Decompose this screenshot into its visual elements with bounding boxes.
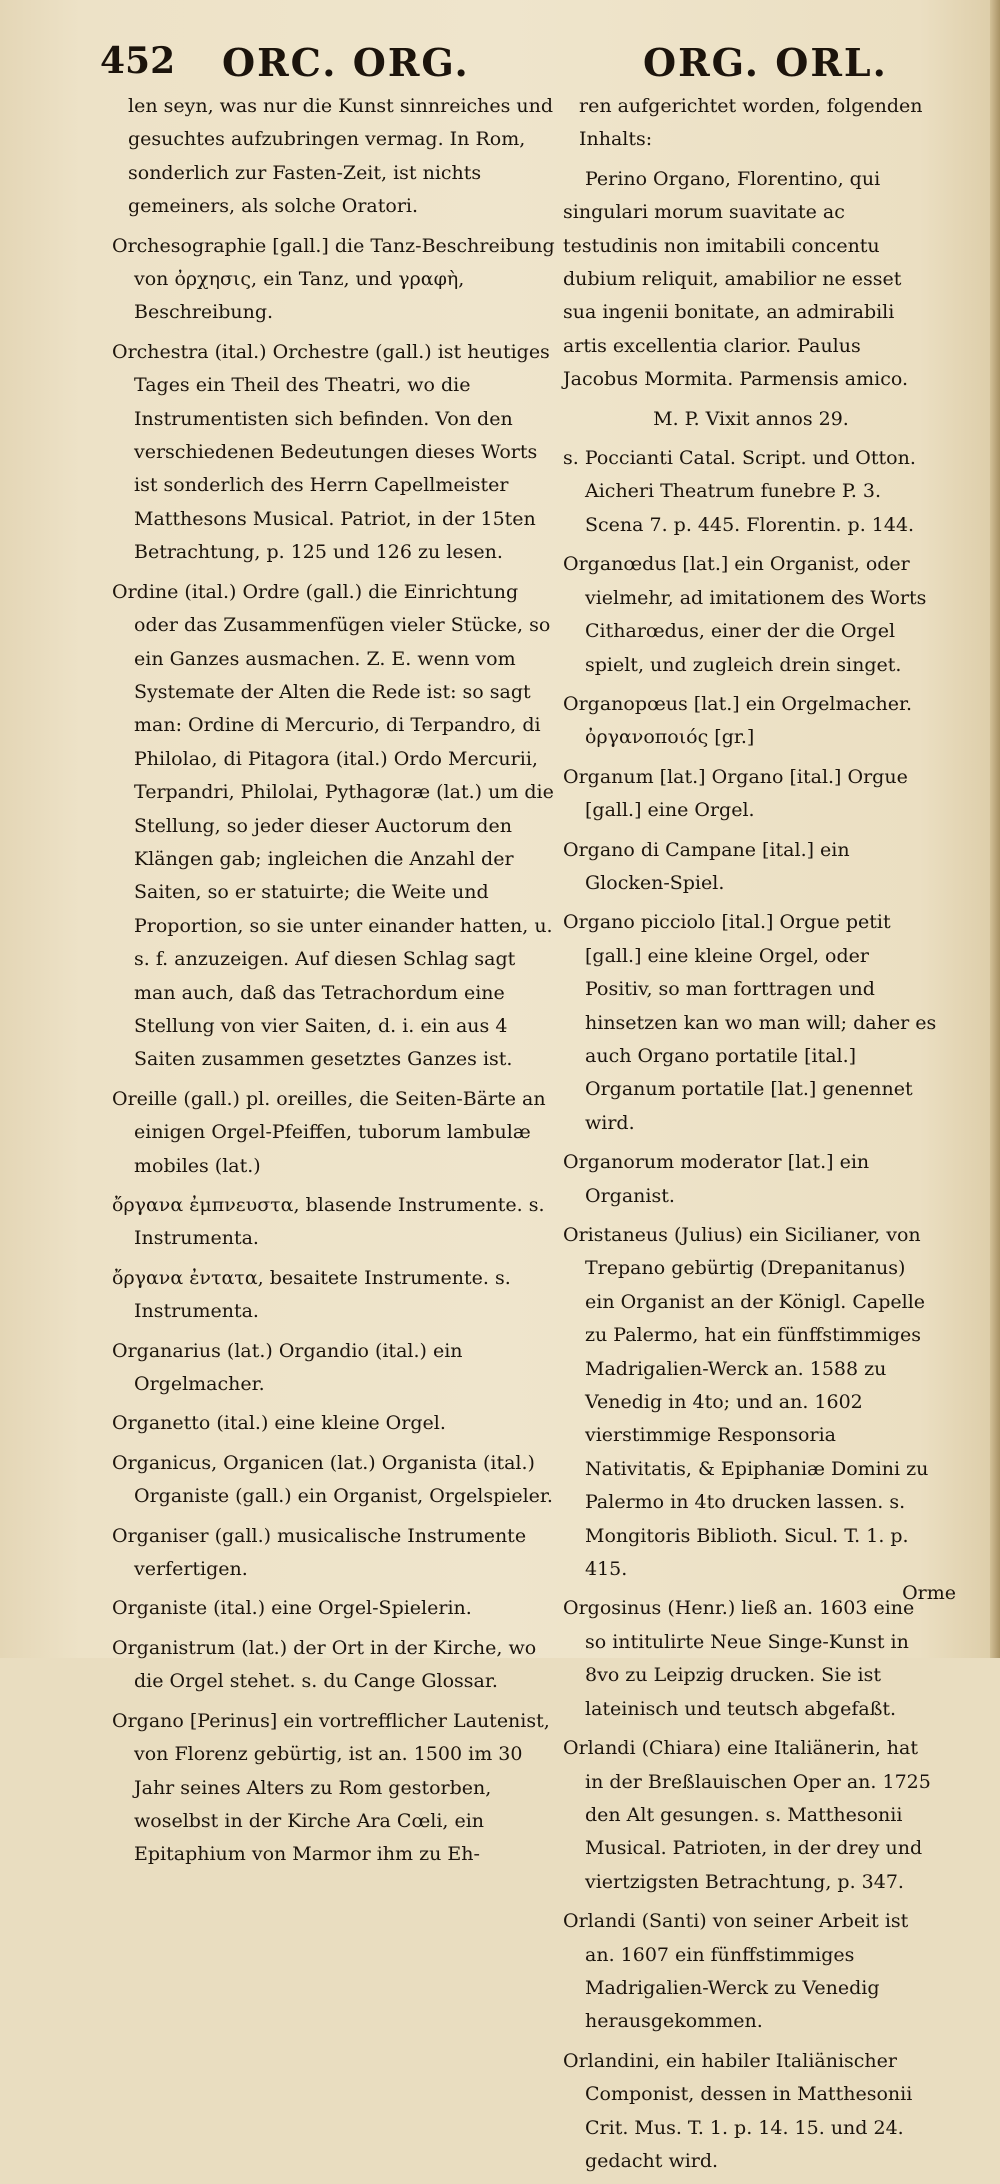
- dictionary-entry: Organicus, Organicen (lat.) Organista (ital.) Organiste (gall.) ein Organist, Orgelspieler.: [112, 1451, 553, 1508]
- continued-text: ren aufgerichtet worden, folgenden Inhalts:: [579, 95, 923, 151]
- catchword: Orme: [902, 1582, 956, 1604]
- dictionary-entry: Organopœus [lat.] ein Orgelmacher. ὀργανοποιός [gr.]: [563, 692, 912, 749]
- reference-note: s. Poccianti Catal. Script. und Otton. Aicheri Theatrum funebre P. 3. Scena 7. p. 445. Florentin. p. 144.: [563, 447, 916, 536]
- epitaph-text: Perino Organo, Florentino, qui singulari morum suavitate ac testudinis non imitabili concentu dubium reliquit, amabilior ne esset sua ingenii bonitate, an admirabili artis excellentia clarior. Paulus Jacobus Mormita. Parmensis amico.: [563, 167, 908, 391]
- dictionary-entry: Organiser (gall.) musicalische Instrumente verfertigen.: [112, 1524, 527, 1581]
- dictionary-entry: Orchesographie [gall.] die Tanz-Beschreibung von ὀρχησις, ein Tanz, und γραφὴ, Beschreibung.: [112, 234, 555, 324]
- continued-text: len seyn, was nur die Kunst sinnreiches und gesuchtes aufzubringen vermag. In Rom, sonderlich zur Fasten-Zeit, ist nichts gemeiners, als solche Oratori.: [128, 95, 554, 218]
- dictionary-entry: Organiste (ital.) eine Orgel-Spielerin.: [112, 1597, 472, 1620]
- dictionary-entry: Ordine (ital.) Ordre (gall.) die Einrichtung oder das Zusammenfügen vieler Stücke, so ein Ganzes ausmachen. Z. E. wenn vom Systemate der Alten die Rede ist: so sagt man: Ordine di Mercurio, di Terpandro, di Philolao, di Pitagora (ital.) Ordo Mercurii, Terpandri, Philolai, Pythagoræ (lat.) um die Stellung, so jeder dieser Auctorum den Klängen gab; ingleichen die Anzahl der Saiten, so er statuirte; die Weite und Proportion, so sie unter einander hatten, u. s. f. anzuzeigen. Auf diesen Schlag sagt man auch, daß das Tetrachordum eine Stellung von vier Saiten, d. i. ein aus 4 Saiten zusammen gesetztes Ganzes ist.: [112, 580, 554, 1071]
- dictionary-entry: ὄργανα ἐμπνευστα, blasende Instrumente. s. Instrumenta.: [112, 1194, 545, 1250]
- dictionary-entry: Organarius (lat.) Organdio (ital.) ein Orgelmacher.: [112, 1339, 463, 1396]
- dictionary-entry: Oreille (gall.) pl. oreilles, die Seiten-Bärte an einigen Orgel-Pfeiffen, tuborum lambulæ mobiles (lat.): [112, 1087, 546, 1177]
- dictionary-entry: Organetto (ital.) eine kleine Orgel.: [112, 1412, 446, 1435]
- left-column: [112, 90, 558, 1878]
- dictionary-entry: Organo picciolo [ital.] Orgue petit [gall.] eine kleine Orgel, oder Positiv, so man forttragen und hinsetzen kan wo man will; daher es auch Organo portatile [ital.] Organum portatile [lat.] genennet wird.: [563, 911, 937, 1134]
- dictionary-entry: Organum [lat.] Organo [ital.] Orgue [gall.] eine Orgel.: [563, 765, 908, 822]
- dictionary-entry: Orgosinus (Henr.) ließ an. 1603 eine so intitulirte Neue Singe-Kunst in 8vo zu Leipzig drucken. Sie ist lateinisch und teutsch abgefaßt.: [563, 1597, 915, 1720]
- dictionary-entry: ὄργανα ἐντατα, besaitete Instrumente. s. Instrumenta.: [112, 1266, 511, 1323]
- dictionary-entry: Organo [Perinus] ein vortrefflicher Lautenist, von Florenz gebürtig, ist an. 1500 im 30 Jahr seines Alters zu Rom gestorben, woselbst in der Kirche Ara Cœli, ein Epitaphium von Marmor ihm zu Eh-: [112, 1709, 550, 1866]
- page-edge: [990, 0, 1000, 1658]
- running-header: [0, 30, 1000, 90]
- dictionary-entry: Organistrum (lat.) der Ort in der Kirche, wo die Orgel stehet. s. du Cange Glossar.: [112, 1636, 537, 1693]
- left-running-head: ORC. ORG.: [222, 40, 470, 85]
- dictionary-entry: Organorum moderator [lat.] ein Organist.: [563, 1151, 870, 1207]
- dictionary-entry: Orlandini, ein habiler Italiänischer Componist, dessen in Matthesonii Crit. Mus. T. 1. p. 14. 15. und 24. gedacht wird.: [563, 2049, 913, 2172]
- right-running-head: ORG. ORL.: [643, 40, 888, 85]
- dictionary-entry: Orlandi (Santi) von seiner Arbeit ist an. 1607 ein fünffstimmiges Madrigalien-Werck zu Venedig herausgekommen.: [563, 1910, 909, 2033]
- dictionary-entry: Organœdus [lat.] ein Organist, oder vielmehr, ad imitationem des Worts Citharœdus, einer der die Orgel spielt, und zugleich drein singet.: [563, 553, 927, 676]
- dictionary-entry: Orlandi (Chiara) eine Italiänerin, hat in der Breßlauischen Oper an. 1725 den Alt gesungen. s. Matthesonii Musical. Patrioten, in der drey und viertzigsten Betrachtung, p. 347.: [563, 1737, 931, 1893]
- epitaph-closing: M. P. Vixit annos 29.: [653, 407, 849, 430]
- dictionary-entry: Oristaneus (Julius) ein Sicilianer, von Trepano gebürtig (Drepanitanus) ein Organist an der Königl. Capelle zu Palermo, hat ein fünffstimmiges Madrigalien-Werck an. 1588 zu Venedig in 4to; und an. 1602 vierstimmige Responsoria Nativitatis, & Epiphaniæ Domini zu Palermo in 4to drucken lassen. s. Mongitoris Biblioth. Sicul. T. 1. p. 415.: [563, 1224, 929, 1581]
- page-number: 452: [100, 40, 176, 82]
- dictionary-entry: Orchestra (ital.) Orchestre (gall.) ist heutiges Tages ein Theil des Theatri, wo die Instrumentisten sich befinden. Von den verschiedenen Bedeutungen dieses Worts ist sonderlich des Herrn Capellmeister Matthesons Musical. Patriot, in der 15ten Betrachtung, p. 125 und 126 zu lesen.: [112, 340, 550, 564]
- right-column: [563, 90, 939, 2184]
- dictionary-entry: Organo di Campane [ital.] ein Glocken-Spiel.: [563, 838, 850, 894]
